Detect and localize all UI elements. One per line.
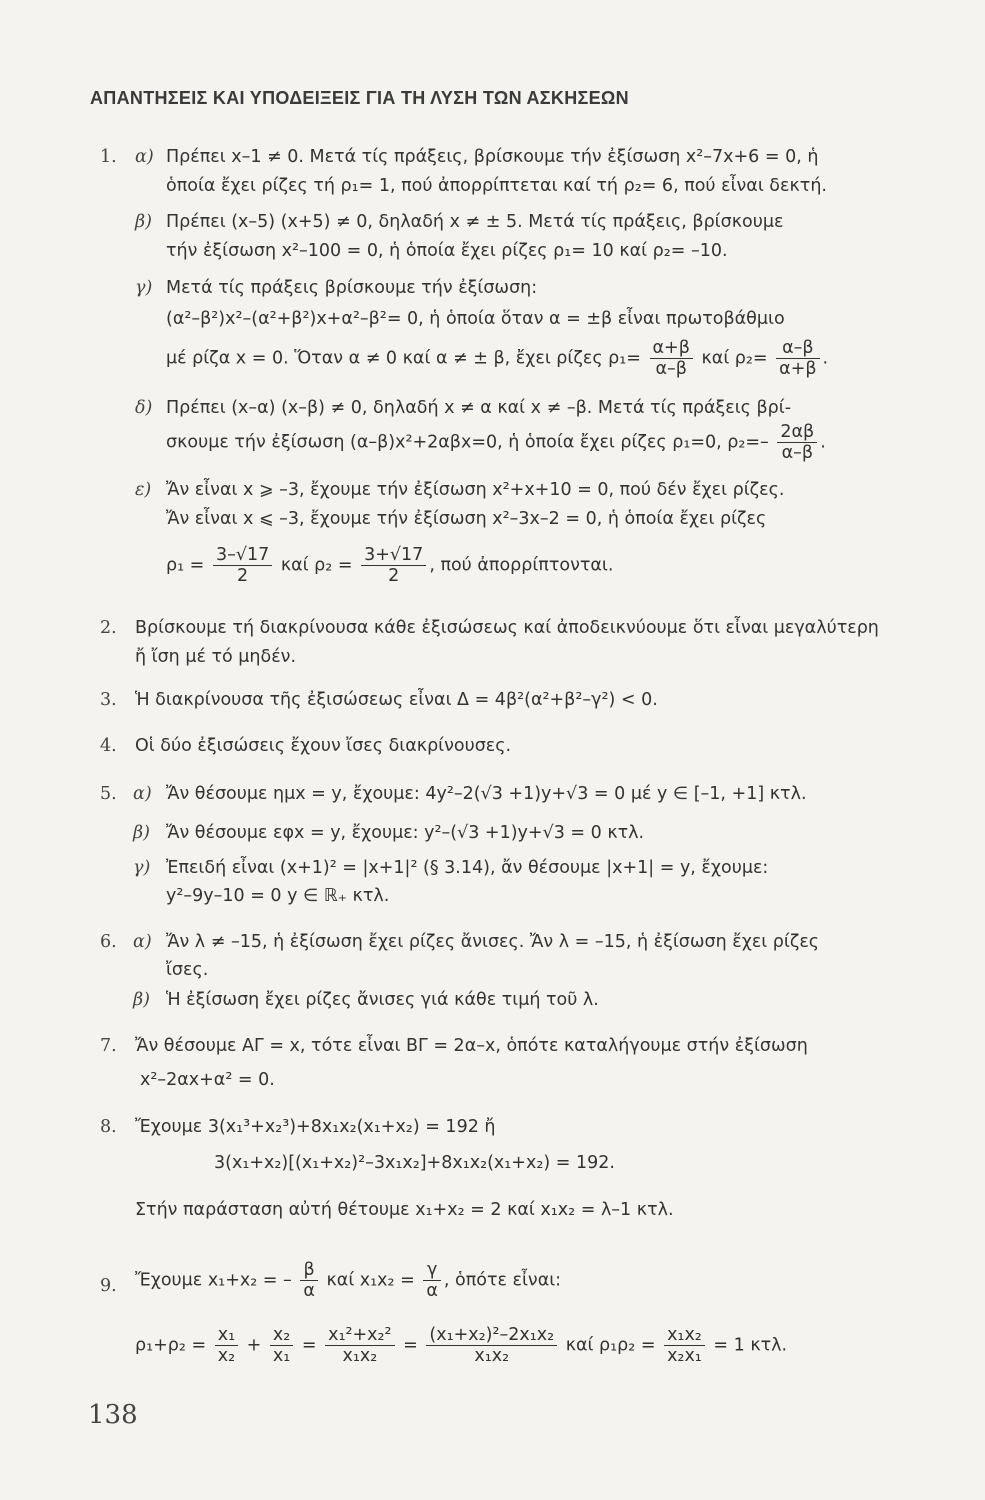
ex9-line1-text2: καί x₁x₂ =: [326, 1270, 415, 1291]
ex7-line2: x²–2αx+α² = 0.: [140, 1070, 275, 1090]
fraction-denominator: x₂: [217, 1346, 236, 1367]
page-header: ΑΠΑΝΤΗΣΕΙΣ ΚΑΙ ΥΠΟΔΕΙΞΕΙΣ ΓΙΑ ΤΗ ΛΥΣΗ ΤΩΝ ΑΣΚΗΣΕΩΝ: [90, 88, 629, 108]
item-label-gamma: γ): [135, 278, 153, 298]
fraction-denominator: α–β: [655, 359, 687, 380]
fraction-eps-rho2: [361, 545, 426, 586]
fraction-rho1: [650, 338, 693, 379]
exercise-number-1: 1.: [100, 147, 117, 167]
ex1g-line3-text: μέ ρίζα x = 0. Ὅταν α ≠ 0 καί α ≠ ± β, ἔχει ρίζες ρ₁=: [166, 348, 641, 369]
item-label-beta: β): [135, 212, 152, 232]
fraction-expanded: [426, 1325, 557, 1366]
fraction-numerator: 3–√17: [213, 545, 272, 566]
ex1b-line1: Πρέπει (x–5) (x+5) ≠ 0, δηλαδή x ≠ ± 5. Μετά τίς πράξεις, βρίσκουμε: [166, 212, 784, 232]
item-label-beta: β): [133, 990, 150, 1010]
ex9-line1-text3: , ὁπότε εἶναι:: [443, 1270, 562, 1291]
ex1d-line2-text: σκουμε τήν ἐξίσωση (α–β)x²+2αβx=0, ἡ ὁποία ἔχει ρίζες ρ₁=0, ρ₂=–: [166, 432, 769, 453]
fraction-denominator: x₁x₂: [474, 1346, 510, 1367]
item-label-alpha: α): [133, 932, 152, 952]
ex2-line2: ἤ ἴση μέ τό μηδέν.: [135, 647, 297, 667]
item-label-alpha: α): [135, 147, 154, 167]
fraction-rho2: [776, 338, 819, 379]
item-label-beta: β): [133, 823, 150, 843]
ex1e-line3-text: ρ₁ =: [166, 555, 205, 576]
ex8-line1: Ἔχουμε 3(x₁³+x₂³)+8x₁x₂(x₁+x₂) = 192 ἤ: [135, 1117, 496, 1137]
fraction-sum-squares: [325, 1325, 394, 1366]
page-number: 138: [88, 1400, 138, 1430]
ex1b-line2: τήν ἐξίσωση x²–100 = 0, ἡ ὁποία ἔχει ρίζες ρ₁= 10 καί ρ₂= –10.: [166, 241, 728, 261]
ex8-line3: Στήν παράσταση αὐτή θέτουμε x₁+x₂ = 2 καί x₁x₂ = λ–1 κτλ.: [135, 1200, 674, 1220]
ex1d-line2: σκουμε τήν ἐξίσωση (α–β)x²+2αβx=0, ἡ ὁποία ἔχει ρίζες ρ₁=0, ρ₂=– $\frac{2\alpha\beta}{\alpha-\beta}$ .: [166, 422, 826, 464]
ex5a-line: Ἄν θέσουμε ημx = y, ἔχουμε: 4y²–2(√3 +1)y+√3 = 0 μέ y ∈ [–1, +1] κτλ.: [166, 784, 807, 804]
exercise-number-4: 4.: [100, 736, 117, 756]
ex9-line2: [135, 1325, 787, 1366]
fraction-denominator: α: [303, 1281, 315, 1302]
ex1g-line2: (α²–β²)x²–(α²+β²)x+α²–β²= 0, ἡ ὁποία ὅταν α = ±β εἶναι πρωτοβάθμιο: [166, 309, 785, 329]
fraction-x1-x2: [215, 1325, 238, 1366]
ex1e-line3: [166, 545, 613, 586]
exercise-number-7: 7.: [100, 1036, 117, 1056]
exercise-number-9: 9.: [100, 1276, 117, 1296]
fraction-numerator: γ: [423, 1260, 441, 1281]
ex9-equals-2: =: [403, 1335, 418, 1356]
exercise-number-2: 2.: [100, 618, 117, 638]
fraction-numerator: 2αβ: [777, 422, 817, 443]
ex1g-line1: Μετά τίς πράξεις βρίσκουμε τήν ἐξίσωση:: [166, 278, 538, 298]
ex2-line1: Βρίσκουμε τή διακρίνουσα κάθε ἐξισώσεως καί ἀποδεικνύουμε ὅτι εἶναι μεγαλύτερη: [135, 618, 879, 638]
ex1d-line1: Πρέπει (x–α) (x–β) ≠ 0, δηλαδή x ≠ α καί x ≠ –β. Μετά τίς πράξεις βρί-: [166, 398, 792, 418]
item-label-epsilon: ε): [135, 480, 152, 500]
fraction-numerator: α–β: [776, 338, 819, 359]
fraction-numerator: α+β: [650, 338, 693, 359]
ex9-line1-text: Ἔχουμε x₁+x₂ = –: [135, 1270, 292, 1291]
fraction-denominator: x₁x₂: [342, 1346, 378, 1367]
item-label-alpha: α): [133, 784, 152, 804]
item-label-delta: δ): [135, 398, 153, 418]
ex9-equals: =: [301, 1335, 317, 1356]
fraction-x2-x1: [270, 1325, 293, 1366]
ex9-line2-end: = 1 κτλ.: [713, 1335, 788, 1356]
ex5b-line: Ἄν θέσουμε εφx = y, ἔχουμε: y²–(√3 +1)y+√3 = 0 κτλ.: [166, 823, 645, 843]
fraction-delta-rho2: [777, 422, 817, 463]
fraction-numerator: x₂: [270, 1325, 293, 1346]
item-label-gamma: γ): [133, 858, 151, 878]
ex9-line2-text2: καί ρ₁ρ₂ =: [565, 1335, 656, 1356]
fraction-numerator: 3+√17: [361, 545, 426, 566]
fraction-denominator: 2: [388, 566, 400, 587]
ex6a-line2: ἴσες.: [166, 960, 209, 980]
fraction-denominator: x₁: [272, 1346, 291, 1367]
fraction-beta-alpha: [300, 1260, 318, 1301]
fraction-numerator: (x₁+x₂)²–2x₁x₂: [426, 1325, 557, 1346]
ex9-line2-text: ρ₁+ρ₂ =: [135, 1335, 207, 1356]
ex1e-line3-text3: , πού ἀπορρίπτονται.: [429, 555, 614, 576]
exercise-number-3: 3.: [100, 690, 117, 710]
ex1e-line3-text2: καί ρ₂ =: [280, 555, 353, 576]
fraction-eps-rho1: [213, 545, 272, 586]
ex7-line1: Ἄν θέσουμε ΑΓ = x, τότε εἶναι ΒΓ = 2α–x, ὁπότε καταλήγουμε στήν ἐξίσωση: [135, 1036, 808, 1056]
fraction-denominator: 2: [237, 566, 249, 587]
exercise-number-6: 6.: [100, 932, 117, 952]
fraction-denominator: α+β: [779, 359, 817, 380]
ex1g-line3: μέ ρίζα x = 0. Ὅταν α ≠ 0 καί α ≠ ± β, ἔχει ρίζες ρ₁= $\frac{\alpha+\beta}{\alpha-\beta}$ καί ρ₂= $\frac{\alpha-\beta}{\alpha+\beta}$ .: [166, 338, 829, 380]
ex1g-line3-text2: καί ρ₂=: [701, 348, 768, 369]
ex1e-line1: Ἄν εἶναι x ⩾ –3, ἔχουμε τήν ἐξίσωση x²+x+10 = 0, πού δέν ἔχει ρίζες.: [166, 480, 785, 500]
exercise-number-8: 8.: [100, 1117, 117, 1137]
fraction-denominator: α–β: [781, 443, 814, 464]
ex6b-line: Ἡ ἐξίσωση ἔχει ρίζες ἄνισες γιά κάθε τιμή τοῦ λ.: [166, 990, 599, 1010]
fraction-denominator: α: [426, 1281, 438, 1302]
exercise-number-5: 5.: [100, 784, 117, 804]
fraction-product: [664, 1325, 705, 1366]
ex6a-line1: Ἄν λ ≠ –15, ἡ ἐξίσωση ἔχει ρίζες ἄνισες. Ἄν λ = –15, ἡ ἐξίσωση ἔχει ρίζες: [166, 932, 820, 952]
ex9-plus: +: [246, 1335, 262, 1356]
fraction-denominator: x₂x₁: [667, 1346, 702, 1367]
ex9-line1: [135, 1260, 561, 1301]
ex3-line: Ἡ διακρίνουσα τῆς ἐξισώσεως εἶναι Δ = 4β²(α²+β²–γ²) < 0.: [135, 690, 658, 710]
ex8-line2: 3(x₁+x₂)[(x₁+x₂)²–3x₁x₂]+8x₁x₂(x₁+x₂) = 192.: [214, 1153, 615, 1173]
ex1e-line2: Ἄν εἶναι x ⩽ –3, ἔχουμε τήν ἐξίσωση x²–3x–2 = 0, ἡ ὁποία ἔχει ρίζες: [166, 509, 767, 529]
ex5g-line2: y²–9y–10 = 0 y ∈ ℝ₊ κτλ.: [166, 886, 390, 906]
fraction-gamma-alpha: [423, 1260, 441, 1301]
ex5g-line1: Ἐπειδή εἶναι (x+1)² = |x+1|² (§ 3.14), ἄν θέσουμε |x+1| = y, ἔχουμε:: [166, 858, 769, 878]
fraction-numerator: x₁x₂: [664, 1325, 705, 1346]
fraction-numerator: x₁²+x₂²: [325, 1325, 394, 1346]
fraction-numerator: x₁: [215, 1325, 238, 1346]
ex1a-line2: ὁποία ἔχει ρίζες τή ρ₁= 1, πού ἀπορρίπτεται καί τή ρ₂= 6, πού εἶναι δεκτή.: [166, 176, 827, 196]
ex4-line: Οἱ δύο ἐξισώσεις ἔχουν ἴσες διακρίνουσες.: [135, 736, 512, 756]
ex1a-line1: Πρέπει x–1 ≠ 0. Μετά τίς πράξεις, βρίσκουμε τήν ἐξίσωση x²–7x+6 = 0, ἡ: [166, 147, 819, 167]
fraction-numerator: β: [300, 1260, 318, 1281]
